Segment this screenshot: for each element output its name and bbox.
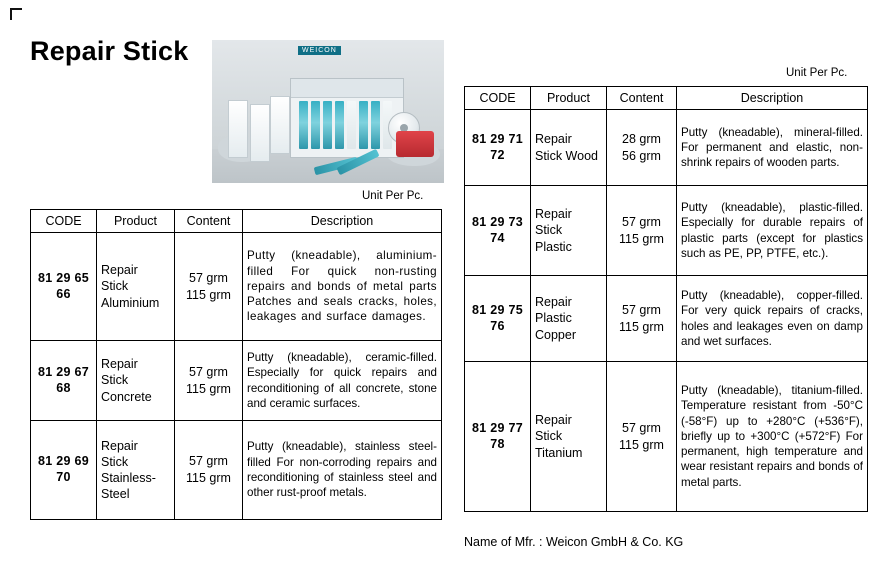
cell-product (531, 362, 607, 512)
col-header-code: CODE (31, 210, 97, 233)
cell-code (465, 110, 531, 186)
cell-content (607, 276, 677, 362)
cell-content (175, 233, 243, 341)
product-line-1: Repair (535, 413, 572, 428)
table-row (465, 110, 868, 186)
table-row (465, 362, 868, 512)
photo-tube-5 (347, 101, 356, 149)
content-line-1: 57 grm (189, 364, 228, 379)
code-line-2: 72 (490, 147, 505, 162)
photo-tube-1 (299, 101, 308, 149)
code-line-2: 68 (56, 380, 71, 395)
code-line-1: 81 29 75 (471, 302, 524, 317)
cell-product (97, 421, 175, 520)
table-row (31, 233, 442, 341)
product-line-3: Plastic (535, 239, 572, 254)
table-row (465, 276, 868, 362)
photo-tube-2 (311, 101, 320, 149)
code-line-1: 81 29 67 (37, 364, 90, 379)
cell-description: Putty (kneadable), mineral-filled. For permanent and elastic, non-shrink repairs of wooden parts. (677, 110, 868, 186)
content-line-2: 115 grm (186, 381, 231, 396)
content-line-1: 57 grm (622, 420, 661, 435)
cell-code (31, 421, 97, 520)
content-line-2: 115 grm (619, 231, 664, 246)
product-line-4: Steel (101, 487, 130, 502)
col-header-product: Product (531, 87, 607, 110)
content-line-2: 115 grm (186, 471, 231, 485)
cell-code (31, 341, 97, 421)
cell-code (465, 276, 531, 362)
photo-tube-3 (323, 101, 332, 149)
photo-box-lid (291, 79, 403, 98)
product-photo (212, 40, 444, 183)
content-line-1: 57 grm (189, 454, 228, 469)
cell-description: Putty (kneadable), stainless steel-filled For non-corroding repairs and reconditioning of stainless steel and other rust-proof metals. (243, 421, 442, 520)
photo-tube-7 (371, 101, 380, 149)
cell-content (607, 186, 677, 276)
page-title: Repair Stick (30, 36, 189, 66)
cell-product (531, 110, 607, 186)
content-line-1: 57 grm (622, 214, 661, 229)
product-line-2: Stick (101, 373, 129, 388)
photo-red-box (396, 131, 434, 157)
left-spec-table (30, 209, 442, 520)
cell-product (531, 186, 607, 276)
cell-description: Putty (kneadable), copper-filled. For very quick repairs of cracks, holes and leakages even on damp and wet surfaces. (677, 276, 868, 362)
product-line-1: Repair (535, 207, 572, 222)
code-line-1: 81 29 77 (471, 420, 524, 435)
content-line-2: 56 grm (622, 148, 661, 163)
col-header-content: Content (175, 210, 243, 233)
content-line-1: 28 grm (622, 131, 661, 146)
cell-description: Putty (kneadable), plastic-filled. Especially for durable repairs of plastic parts (except for plastics such as PE, PP, PTFE, etc.). (677, 186, 868, 276)
content-line-2: 115 grm (619, 319, 664, 334)
code-line-1: 81 29 73 (471, 214, 524, 229)
col-header-description: Description (677, 87, 868, 110)
content-line-1: 57 grm (622, 302, 661, 317)
table-header-row (31, 210, 442, 233)
code-line-2: 76 (490, 318, 505, 333)
right-spec-table (464, 86, 868, 512)
code-line-2: 78 (490, 436, 505, 451)
product-line-3: Copper (535, 327, 576, 342)
code-line-2: 66 (56, 286, 71, 301)
product-line-1: Repair (535, 295, 572, 310)
photo-display-box (290, 78, 404, 158)
photo-pack-white (270, 96, 290, 154)
right-unit-per-pc-label: Unit Per Pc. (786, 67, 848, 79)
product-line-2: Stick (535, 223, 563, 238)
cell-content (607, 362, 677, 512)
product-line-1: Repair (535, 132, 572, 147)
photo-tube-4 (335, 101, 344, 149)
content-line-1: 57 grm (189, 270, 228, 285)
cell-description: Putty (kneadable), aluminium-filled For quick non-rusting repairs and bonds of metal parts Patches and seals cracks, holes, leakages and surface damages. (243, 233, 442, 341)
code-line-1: 81 29 65 (37, 270, 90, 285)
product-line-2: Stick (101, 279, 129, 294)
cell-content (175, 421, 243, 520)
product-line-3: Titanium (535, 445, 583, 460)
product-line-2: Plastic (535, 311, 572, 326)
product-line-1: Repair (101, 263, 138, 278)
table-row (31, 421, 442, 520)
left-unit-per-pc-label: Unit Per Pc. (362, 190, 424, 202)
cell-code (465, 362, 531, 512)
product-line-3: Concrete (101, 389, 152, 404)
cell-product (97, 341, 175, 421)
code-line-2: 74 (490, 230, 505, 245)
col-header-description: Description (243, 210, 442, 233)
col-header-code: CODE (465, 87, 531, 110)
content-line-2: 115 grm (619, 437, 664, 452)
code-line-1: 81 29 71 (471, 131, 524, 146)
product-line-3: Stainless- (101, 471, 156, 485)
cell-content (607, 110, 677, 186)
product-line-1: Repair (101, 357, 138, 372)
manufacturer-note: Name of Mfr. : Weicon GmbH & Co. KG (464, 535, 684, 549)
cell-product (97, 233, 175, 341)
table-header-row (465, 87, 868, 110)
code-line-2: 70 (56, 470, 71, 484)
col-header-content: Content (607, 87, 677, 110)
product-line-2: Stick (535, 429, 563, 444)
table-row (31, 341, 442, 421)
table-row (465, 186, 868, 276)
col-header-product: Product (97, 210, 175, 233)
product-line-2: Stick Wood (535, 148, 598, 163)
cell-description: Putty (kneadable), titanium-filled. Temperature resistant from -50°C (-58°F) up to +280°C (+536°F), briefly up to +300°C (+572°F) For permanent, high temperature and wear resistant repairs and bonds of metal parts. (677, 362, 868, 512)
photo-brand-logo: WEICON (298, 46, 341, 55)
product-line-1: Repair (101, 438, 138, 453)
photo-pack-dark (228, 100, 248, 158)
product-line-2: Stick (101, 454, 129, 469)
content-line-2: 115 grm (186, 287, 231, 302)
page-corner-mark (10, 8, 22, 20)
cell-code (31, 233, 97, 341)
cell-description: Putty (kneadable), ceramic-filled. Especially for quick repairs and reconditioning of all concrete, stone and ceramic surfaces. (243, 341, 442, 421)
photo-tube-6 (359, 101, 368, 149)
product-line-3: Aluminium (101, 295, 160, 310)
cell-code (465, 186, 531, 276)
code-line-1: 81 29 69 (37, 454, 90, 469)
cell-content (175, 341, 243, 421)
cell-product (531, 276, 607, 362)
photo-pack-red (250, 104, 270, 162)
